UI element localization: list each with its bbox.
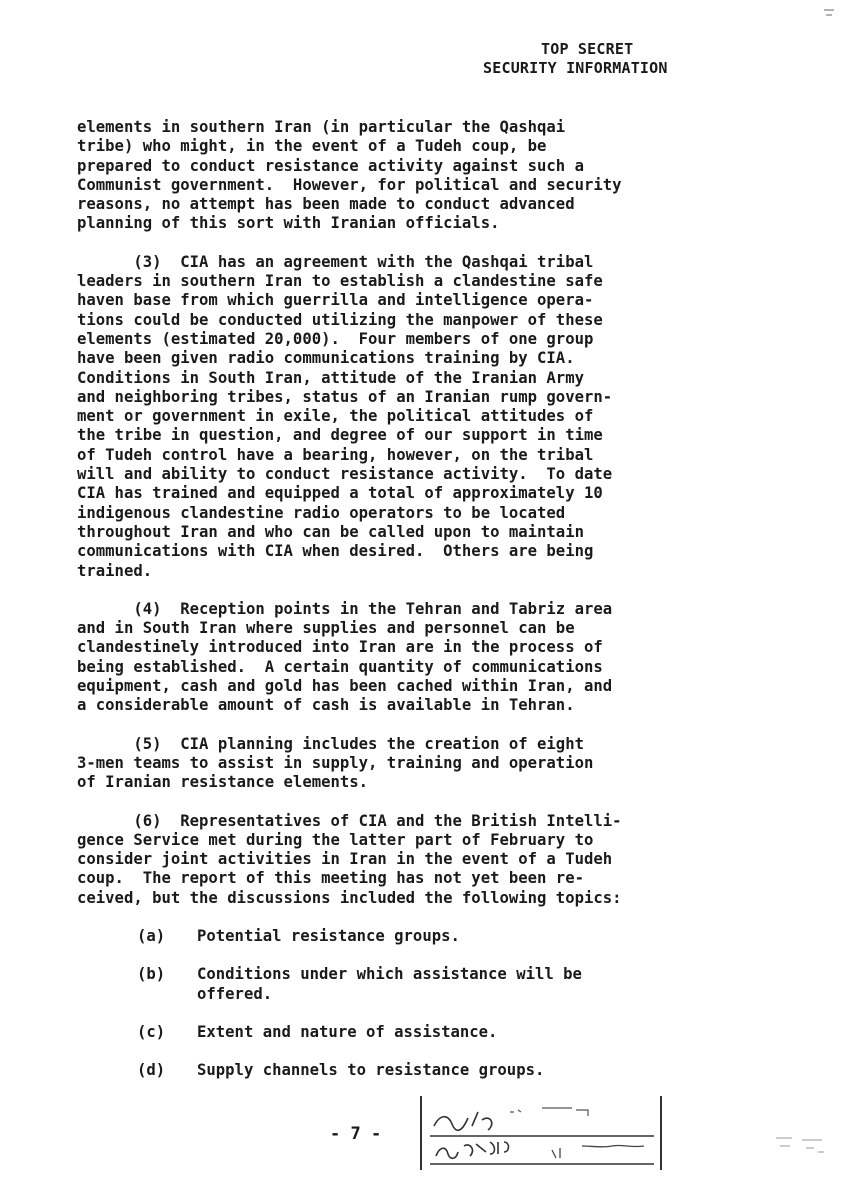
list-item: [77, 1061, 767, 1080]
text-line: prepared to conduct resistance activity against such a: [77, 156, 584, 175]
classification-line-1: TOP SECRET: [541, 40, 634, 58]
handwritten-stamp-image: [422, 1096, 660, 1170]
text-line: gence Service met during the latter part of February to: [77, 830, 594, 849]
text-line: planning of this sort with Iranian officials.: [77, 214, 500, 233]
text-line: Potential resistance groups.: [197, 926, 460, 945]
text-line: ment or government in exile, the political attitudes of: [77, 407, 594, 426]
list-item-label: (d): [137, 1061, 166, 1080]
document-body: [77, 118, 767, 1099]
scan-mark-icon: [822, 6, 836, 20]
text-line: 3-men teams to assist in supply, training and operation: [77, 753, 594, 772]
text-line: of Iranian resistance elements.: [77, 773, 369, 792]
text-line: (3) CIA has an agreement with the Qashqai tribal: [77, 252, 594, 271]
list-item: [77, 965, 767, 1004]
list-item-text: [197, 965, 767, 1004]
text-line: a considerable amount of cash is available in Tehran.: [77, 696, 575, 715]
text-line: leaders in southern Iran to establish a clandestine safe: [77, 272, 603, 291]
text-line: coup. The report of this meeting has not yet been re-: [77, 869, 584, 888]
list-item: [77, 927, 767, 946]
paragraph-continuation: [77, 118, 767, 234]
paragraph-5: [77, 735, 767, 793]
list-item-label: (c): [137, 1022, 166, 1041]
text-line: Communist government. However, for political and security: [77, 175, 622, 194]
page-number: - 7 -: [330, 1124, 382, 1144]
text-line: Extent and nature of assistance.: [197, 1022, 498, 1041]
list-item-label: (b): [137, 965, 166, 984]
text-line: equipment, cash and gold has been cached within Iran, and: [77, 677, 613, 696]
list-item-text: [197, 927, 767, 946]
text-line: clandestinely introduced into Iran are in the process of: [77, 638, 603, 657]
text-line: offered.: [197, 984, 273, 1003]
text-line: of Tudeh control have a bearing, however, on the tribal: [77, 445, 594, 464]
text-line: and in South Iran where supplies and personnel can be: [77, 619, 575, 638]
text-line: Conditions in South Iran, attitude of the Iranian Army: [77, 368, 584, 387]
topics-list: [77, 927, 767, 1080]
classification-header: [483, 40, 723, 78]
scan-artifact-icon: [772, 1130, 832, 1160]
text-line: trained.: [77, 561, 153, 580]
text-line: consider joint activities in Iran in the event of a Tudeh: [77, 850, 613, 869]
text-line: CIA has trained and equipped a total of approximately 10: [77, 484, 603, 503]
text-line: tribe) who might, in the event of a Tudeh coup, be: [77, 137, 547, 156]
text-line: communications with CIA when desired. Others are being: [77, 542, 594, 561]
list-item-text: [197, 1061, 767, 1080]
text-line: being established. A certain quantity of communications: [77, 657, 603, 676]
text-line: elements in southern Iran (in particular the Qashqai: [77, 118, 566, 136]
text-line: haven base from which guerrilla and intelligence opera-: [77, 291, 594, 310]
text-line: Conditions under which assistance will be: [197, 965, 582, 984]
text-line: (5) CIA planning includes the creation of eight: [77, 734, 584, 753]
text-line: throughout Iran and who can be called upon to maintain: [77, 522, 584, 541]
list-item: [77, 1023, 767, 1042]
text-line: reasons, no attempt has been made to conduct advanced: [77, 195, 575, 214]
text-line: will and ability to conduct resistance activity. To date: [77, 465, 613, 484]
list-item-label: (a): [137, 926, 166, 945]
text-line: (6) Representatives of CIA and the British Intelli-: [77, 811, 622, 830]
declassification-stamp: [420, 1096, 662, 1170]
paragraph-3: [77, 253, 767, 581]
classification-line-2: SECURITY INFORMATION: [483, 59, 668, 77]
text-line: elements (estimated 20,000). Four members of one group: [77, 329, 594, 348]
text-line: indigenous clandestine radio operators to be located: [77, 503, 566, 522]
text-line: the tribe in question, and degree of our support in time: [77, 426, 603, 445]
text-line: tions could be conducted utilizing the manpower of these: [77, 310, 603, 329]
text-line: have been given radio communications training by CIA.: [77, 349, 575, 368]
text-line: (4) Reception points in the Tehran and Tabriz area: [77, 599, 613, 618]
text-line: and neighboring tribes, status of an Iranian rump govern-: [77, 387, 613, 406]
text-line: ceived, but the discussions included the following topics:: [77, 888, 622, 907]
text-line: Supply channels to resistance groups.: [197, 1061, 545, 1080]
paragraph-4: [77, 600, 767, 716]
list-item-text: [197, 1023, 767, 1042]
paragraph-6: [77, 812, 767, 908]
